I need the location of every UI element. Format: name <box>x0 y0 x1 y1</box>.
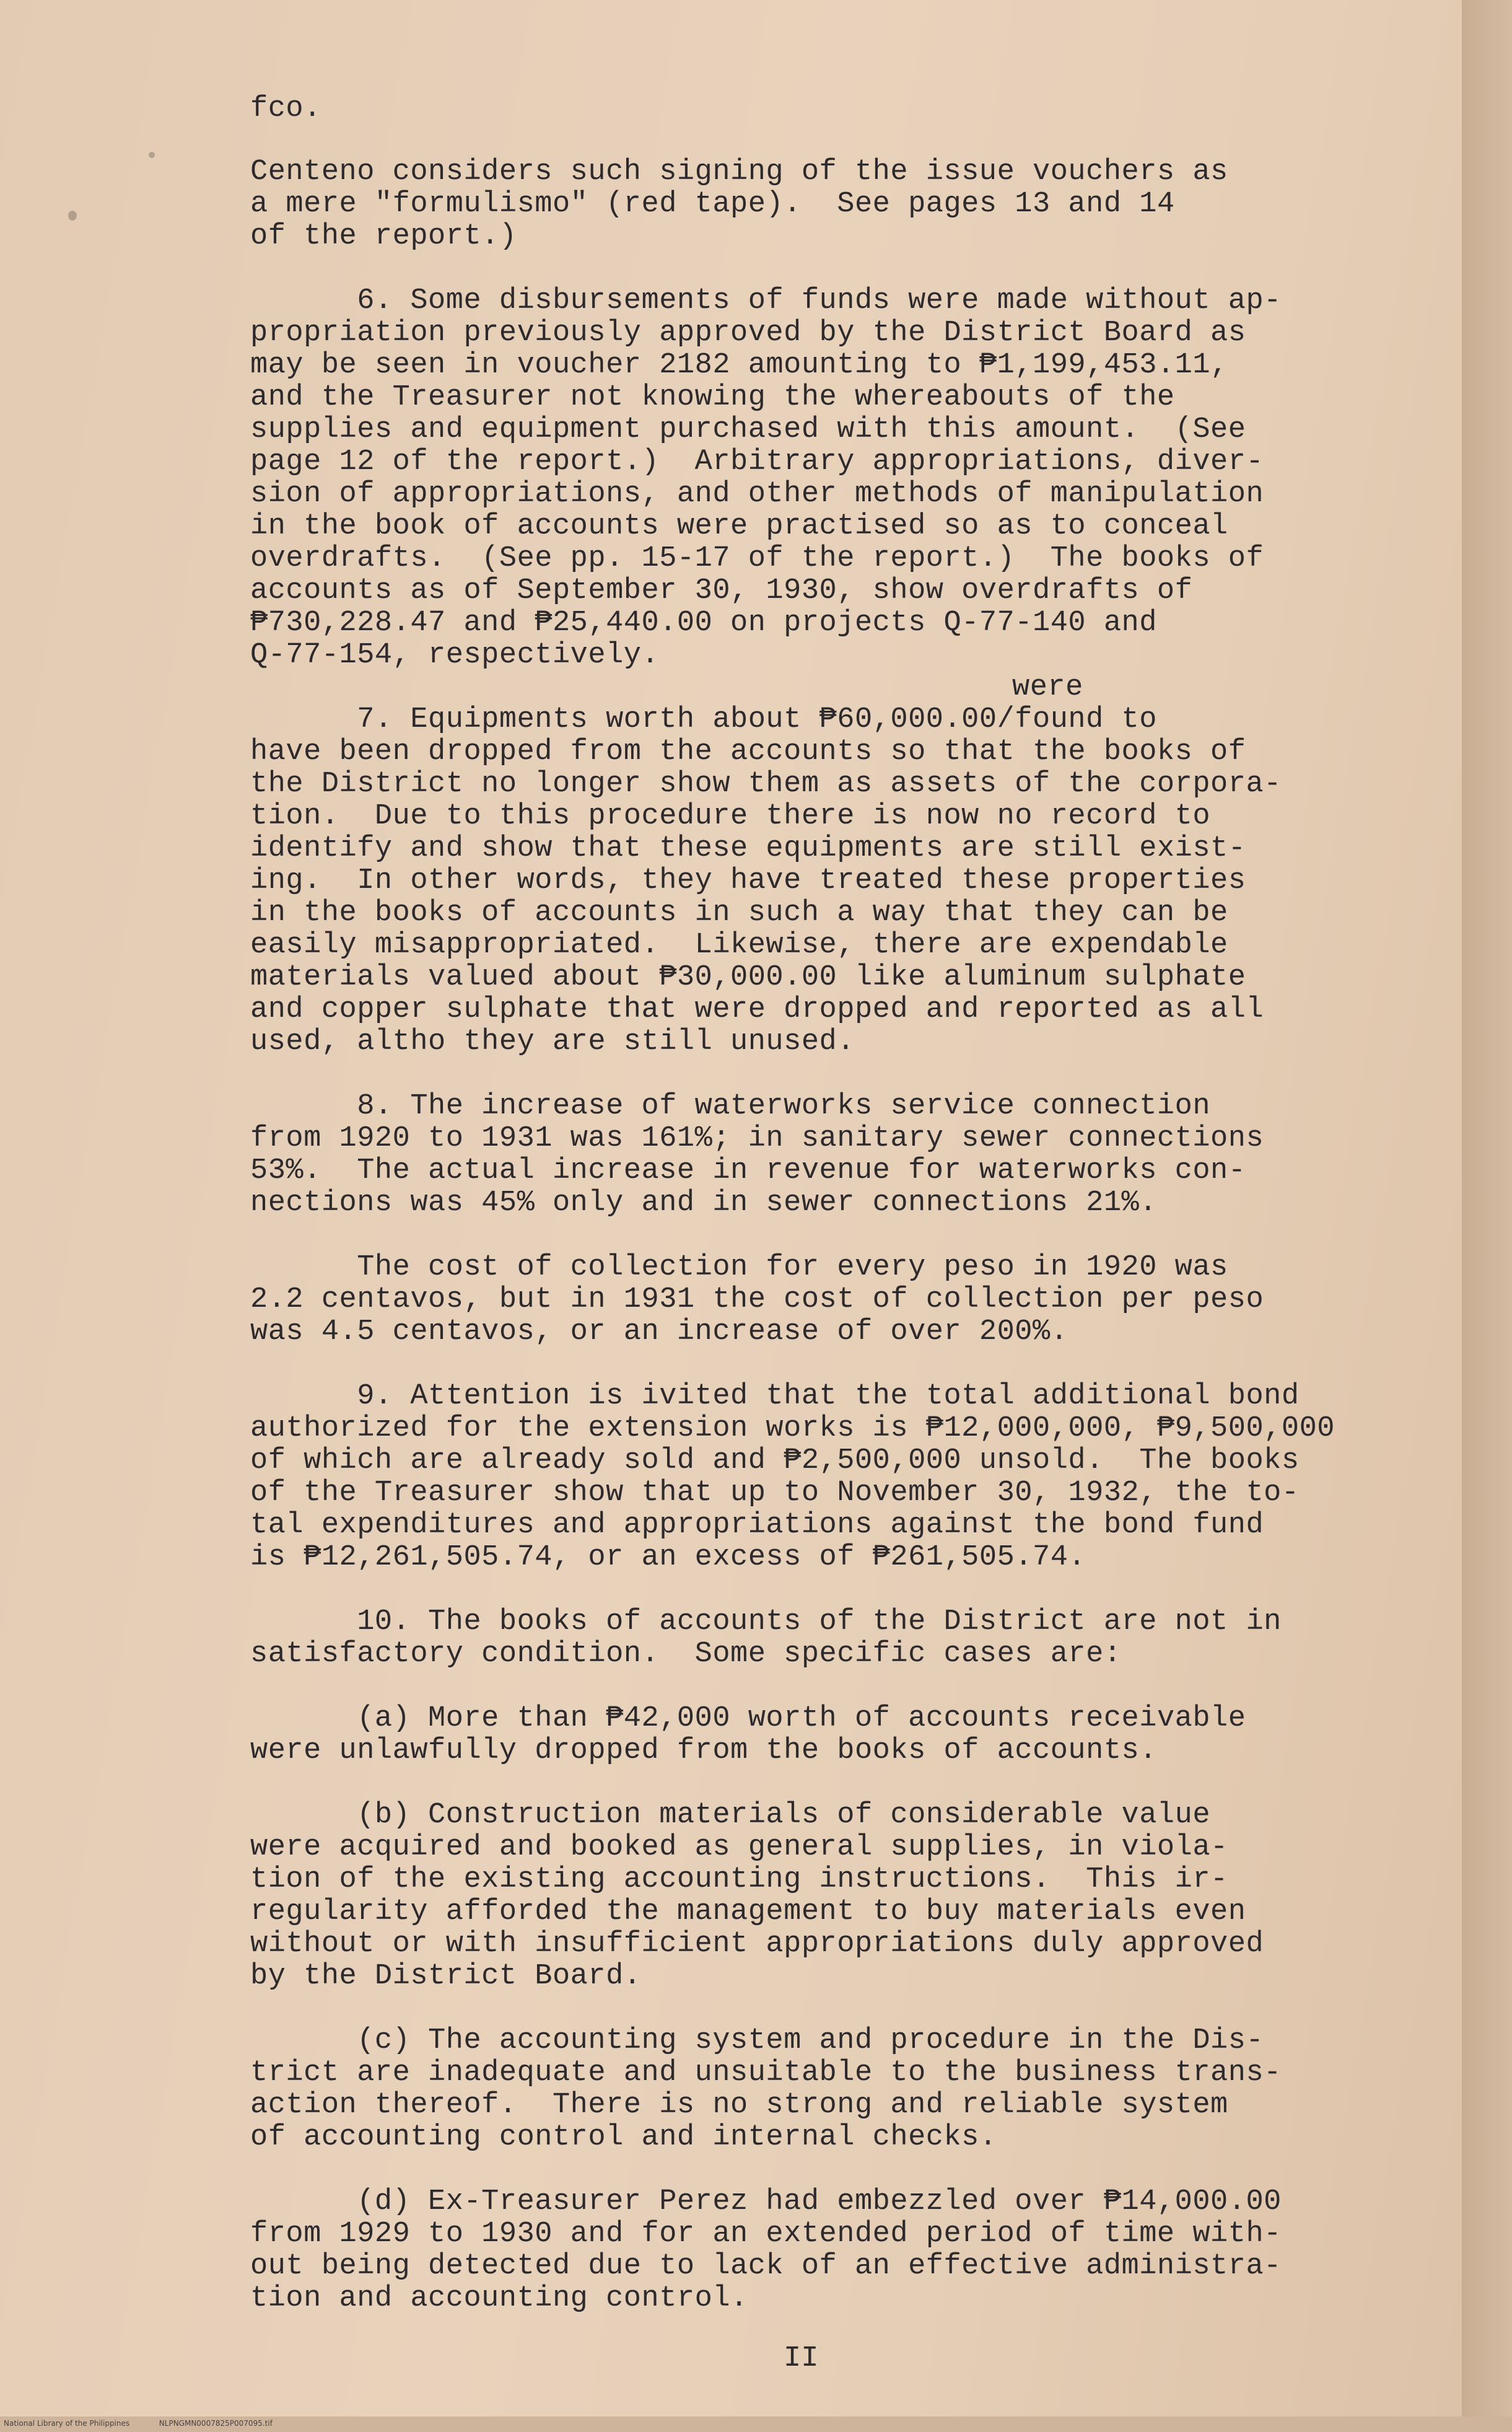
text-line: authorized for the extension works is ₱12,000,000, ₱9,500,000 <box>250 1412 1335 1445</box>
spacer <box>250 125 1390 156</box>
text-line: accounts as of September 30, 1930, show overdrafts of <box>250 574 1193 607</box>
paragraph-10c <box>250 2025 1390 2154</box>
text-line: trict are inadequate and unsuitable to the business trans- <box>250 2057 1282 2089</box>
text-line: nections was 45% only and in sewer connections 21%. <box>250 1187 1157 1219</box>
text-line: fco. <box>250 92 321 125</box>
text-line: satisfactory condition. Some specific cases are: <box>250 1638 1122 1670</box>
text-line: were acquired and booked as general supplies, in viola- <box>250 1831 1228 1864</box>
text-line: (b) Construction materials of considerable value <box>250 1799 1211 1832</box>
footer-filename: NLPNGMN0007825P007095.tif <box>159 2419 273 2428</box>
paragraph-10b <box>250 1799 1390 1993</box>
text-line: 6. Some disbursements of funds were made without ap- <box>250 284 1282 317</box>
text-line: action thereof. There is no strong and reliable system <box>250 2089 1228 2122</box>
text-line: out being detected due to lack of an effective administra- <box>250 2250 1282 2283</box>
text-line: identify and show that these equipments are still exist- <box>250 832 1246 865</box>
text-line: tion of the existing accounting instructions. This ir- <box>250 1863 1228 1896</box>
text-line: supplies and equipment purchased with this amount. (See <box>250 413 1246 446</box>
text-line: regularity afforded the management to buy materials even <box>250 1895 1246 1928</box>
typewritten-body <box>250 93 1390 2315</box>
paragraph-10a <box>250 1703 1390 1767</box>
text-line: of the Treasurer show that up to November 30, 1932, the to- <box>250 1477 1300 1509</box>
spacer <box>250 1348 1390 1381</box>
text-line: Centeno considers such signing of the issue vouchers as <box>250 156 1228 188</box>
text-line: propriation previously approved by the District Board as <box>250 317 1246 349</box>
text-line: 8. The increase of waterworks service connection <box>250 1090 1211 1123</box>
spacer <box>250 1058 1390 1091</box>
handwritten-insert: were <box>1012 671 1083 704</box>
spacer <box>250 253 1390 285</box>
text-line: is ₱12,261,505.74, or an excess of ₱261,505.74. <box>250 1541 1086 1574</box>
text-line: The cost of collection for every peso in 1920 was <box>250 1251 1228 1284</box>
text-line: (d) Ex-Treasurer Perez had embezzled over ₱14,000.00 <box>250 2185 1282 2218</box>
text-line: 7. Equipments worth about ₱60,000.00/found to <box>250 703 1157 736</box>
text-line: overdrafts. (See pp. 15-17 of the report.) The books of <box>250 542 1264 575</box>
text-line: tion. Due to this procedure there is now no record to <box>250 800 1211 833</box>
spacer <box>250 1574 1390 1606</box>
paragraph-6 <box>250 285 1390 672</box>
text-line: tal expenditures and appropriations against the bond fund <box>250 1509 1264 1542</box>
paragraph-8b <box>250 1252 1390 1348</box>
punch-mark <box>149 152 155 158</box>
punch-mark <box>68 211 77 221</box>
text-line: used, altho they are still unused. <box>250 1025 855 1058</box>
text-line: ing. In other words, they have treated these properties <box>250 864 1246 897</box>
page-edge <box>1462 0 1512 2432</box>
text-line: of which are already sold and ₱2,500,000 unsold. The books <box>250 1444 1300 1477</box>
text-line: 2.2 centavos, but in 1931 the cost of collection per peso <box>250 1283 1264 1316</box>
spacer <box>250 1670 1390 1703</box>
footer-source: National Library of the Philippines <box>4 2419 130 2428</box>
spacer <box>250 1219 1390 1252</box>
text-line: materials valued about ₱30,000.00 like aluminum sulphate <box>250 961 1246 994</box>
text-line: by the District Board. <box>250 1960 642 1993</box>
paragraph-10d <box>250 2186 1390 2315</box>
text-line: of the report.) <box>250 220 517 253</box>
text-line: a mere "formulismo" (red tape). See pages 13 and 14 <box>250 188 1175 221</box>
text-line: in the book of accounts were practised so as to conceal <box>250 510 1228 543</box>
spacer <box>250 2154 1390 2186</box>
text-line: without or with insufficient appropriations duly approved <box>250 1928 1264 1960</box>
text-line: from 1920 to 1931 was 161%; in sanitary sewer connections <box>250 1122 1264 1155</box>
text-line: (c) The accounting system and procedure in the Dis- <box>250 2024 1264 2057</box>
text-line: have been dropped from the accounts so that the books of <box>250 735 1246 768</box>
text-line: from 1929 to 1930 and for an extended period of time with- <box>250 2218 1282 2250</box>
text-line: 53%. The actual increase in revenue for waterworks con- <box>250 1154 1246 1187</box>
text-line: page 12 of the report.) Arbitrary appropriations, diver- <box>250 446 1264 478</box>
text-line: the District no longer show them as assets of the corpora- <box>250 768 1282 801</box>
text-line: 9. Attention is ivited that the total additional bond <box>250 1380 1300 1413</box>
page-number: II <box>784 2342 819 2375</box>
text-line: was 4.5 centavos, or an increase of over 200%. <box>250 1315 1068 1348</box>
spacer <box>250 1993 1390 2025</box>
paragraph-7 <box>250 672 1390 1058</box>
text-line: Q-77-154, respectively. <box>250 639 660 672</box>
paragraph-10 <box>250 1606 1390 1670</box>
text-line: easily misappropriated. Likewise, there are expendable <box>250 929 1228 962</box>
text-line: of accounting control and internal checks. <box>250 2121 997 2154</box>
text-line: (a) More than ₱42,000 worth of accounts receivable <box>250 1702 1246 1735</box>
text-line: and the Treasurer not knowing the whereabouts of the <box>250 381 1175 414</box>
spacer <box>250 1767 1390 1799</box>
text-line: may be seen in voucher 2182 amounting to ₱1,199,453.11, <box>250 349 1228 382</box>
text-line: ₱730,228.47 and ₱25,440.00 on projects Q-77-140 and <box>250 607 1157 639</box>
text-line: and copper sulphate that were dropped and reported as all <box>250 993 1264 1026</box>
paragraph-9 <box>250 1381 1390 1574</box>
text-line: 10. The books of accounts of the District are not in <box>250 1605 1282 1638</box>
text-line: in the books of accounts in such a way that they can be <box>250 897 1228 929</box>
text-line: tion and accounting control. <box>250 2282 748 2315</box>
text-line: sion of appropriations, and other methods of manipulation <box>250 478 1264 511</box>
text-line: were unlawfully dropped from the books of accounts. <box>250 1734 1157 1767</box>
scan-footer-text <box>4 2419 273 2428</box>
paragraph-centeno <box>250 156 1390 253</box>
paragraph-8 <box>250 1091 1390 1219</box>
